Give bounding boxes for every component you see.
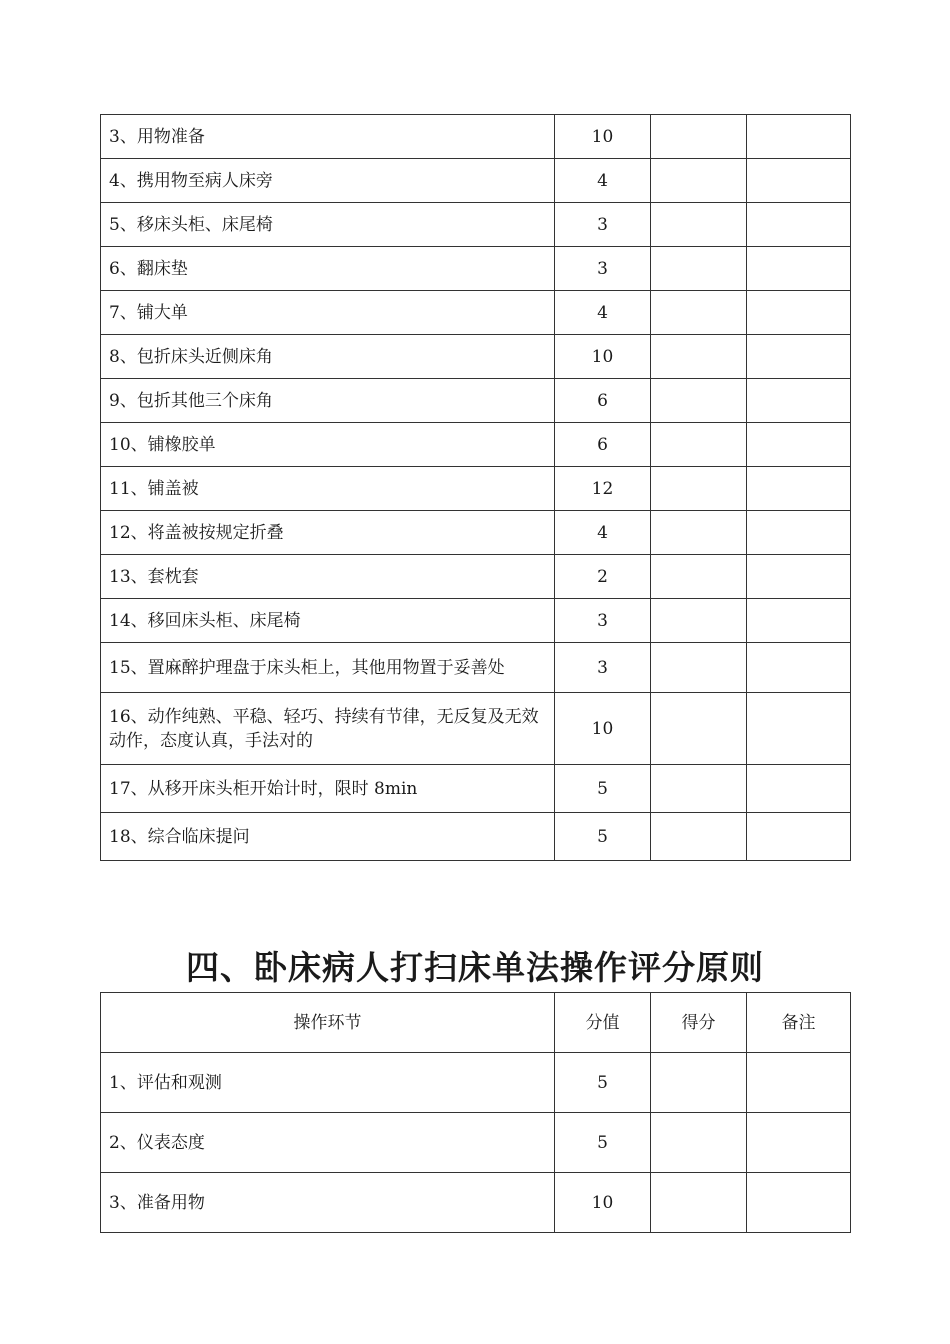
scoring-table-continued (100, 114, 851, 861)
header-points: 得分 (651, 993, 747, 1053)
score-cell: 5 (555, 1113, 651, 1173)
points-cell (651, 813, 747, 861)
points-cell (651, 335, 747, 379)
points-cell (651, 765, 747, 813)
score-cell: 5 (555, 765, 651, 813)
score-cell: 10 (555, 115, 651, 159)
points-cell (651, 291, 747, 335)
score-cell: 5 (555, 1053, 651, 1113)
header-remarks: 备注 (747, 993, 851, 1053)
score-cell: 3 (555, 599, 651, 643)
remarks-cell (747, 423, 851, 467)
remarks-cell (747, 511, 851, 555)
table-row (101, 765, 851, 813)
scoring-table (100, 992, 851, 1233)
item-cell: 4、携用物至病人床旁 (101, 159, 555, 203)
item-cell: 12、将盖被按规定折叠 (101, 511, 555, 555)
table-header-row (101, 993, 851, 1053)
header-step: 操作环节 (101, 993, 555, 1053)
score-cell: 5 (555, 813, 651, 861)
header-score: 分值 (555, 993, 651, 1053)
table-row (101, 813, 851, 861)
item-cell: 9、包折其他三个床角 (101, 379, 555, 423)
points-cell (651, 511, 747, 555)
score-cell: 3 (555, 203, 651, 247)
remarks-cell (747, 813, 851, 861)
table-row (101, 511, 851, 555)
points-cell (651, 467, 747, 511)
table-row (101, 247, 851, 291)
table-row (101, 643, 851, 693)
remarks-cell (747, 599, 851, 643)
item-cell: 5、移床头柜、床尾椅 (101, 203, 555, 247)
score-cell: 3 (555, 247, 651, 291)
item-cell: 8、包折床头近侧床角 (101, 335, 555, 379)
remarks-cell (747, 693, 851, 765)
table-row (101, 379, 851, 423)
score-cell: 4 (555, 291, 651, 335)
item-cell: 16、动作纯熟、平稳、轻巧、持续有节律，无反复及无效动作，态度认真，手法对的 (101, 693, 555, 765)
remarks-cell (747, 1053, 851, 1113)
points-cell (651, 599, 747, 643)
table-row (101, 159, 851, 203)
points-cell (651, 1173, 747, 1233)
table-row (101, 203, 851, 247)
points-cell (651, 643, 747, 693)
table-row (101, 555, 851, 599)
table-row (101, 599, 851, 643)
points-cell (651, 693, 747, 765)
item-cell: 11、铺盖被 (101, 467, 555, 511)
score-cell: 4 (555, 159, 651, 203)
remarks-cell (747, 379, 851, 423)
table-row (101, 1053, 851, 1113)
remarks-cell (747, 1113, 851, 1173)
table-row (101, 335, 851, 379)
score-cell: 6 (555, 379, 651, 423)
remarks-cell (747, 467, 851, 511)
item-cell: 2、仪表态度 (101, 1113, 555, 1173)
score-cell: 4 (555, 511, 651, 555)
table-row (101, 291, 851, 335)
remarks-cell (747, 203, 851, 247)
points-cell (651, 555, 747, 599)
remarks-cell (747, 555, 851, 599)
score-cell: 6 (555, 423, 651, 467)
remarks-cell (747, 765, 851, 813)
points-cell (651, 115, 747, 159)
item-cell: 17、从移开床头柜开始计时，限时 8min (101, 765, 555, 813)
item-cell: 7、铺大单 (101, 291, 555, 335)
item-cell: 6、翻床垫 (101, 247, 555, 291)
points-cell (651, 247, 747, 291)
score-cell: 3 (555, 643, 651, 693)
score-cell: 10 (555, 335, 651, 379)
item-cell: 10、铺橡胶单 (101, 423, 555, 467)
table-row (101, 423, 851, 467)
table-row (101, 115, 851, 159)
table-row (101, 693, 851, 765)
remarks-cell (747, 335, 851, 379)
points-cell (651, 379, 747, 423)
item-cell: 3、准备用物 (101, 1173, 555, 1233)
remarks-cell (747, 247, 851, 291)
points-cell (651, 159, 747, 203)
score-cell: 12 (555, 467, 651, 511)
table-row (101, 467, 851, 511)
score-cell: 10 (555, 1173, 651, 1233)
item-cell: 13、套枕套 (101, 555, 555, 599)
points-cell (651, 1113, 747, 1173)
item-cell: 18、综合临床提问 (101, 813, 555, 861)
remarks-cell (747, 643, 851, 693)
item-cell: 1、评估和观测 (101, 1053, 555, 1113)
points-cell (651, 1053, 747, 1113)
remarks-cell (747, 115, 851, 159)
remarks-cell (747, 159, 851, 203)
points-cell (651, 423, 747, 467)
points-cell (651, 203, 747, 247)
item-cell: 14、移回床头柜、床尾椅 (101, 599, 555, 643)
table-row (101, 1173, 851, 1233)
item-cell: 15、置麻醉护理盘于床头柜上，其他用物置于妥善处 (101, 643, 555, 693)
score-cell: 10 (555, 693, 651, 765)
remarks-cell (747, 1173, 851, 1233)
item-cell: 3、用物准备 (101, 115, 555, 159)
remarks-cell (747, 291, 851, 335)
table-row (101, 1113, 851, 1173)
section-title: 四、卧床病人打扫床单法操作评分原则 (186, 948, 764, 987)
score-cell: 2 (555, 555, 651, 599)
